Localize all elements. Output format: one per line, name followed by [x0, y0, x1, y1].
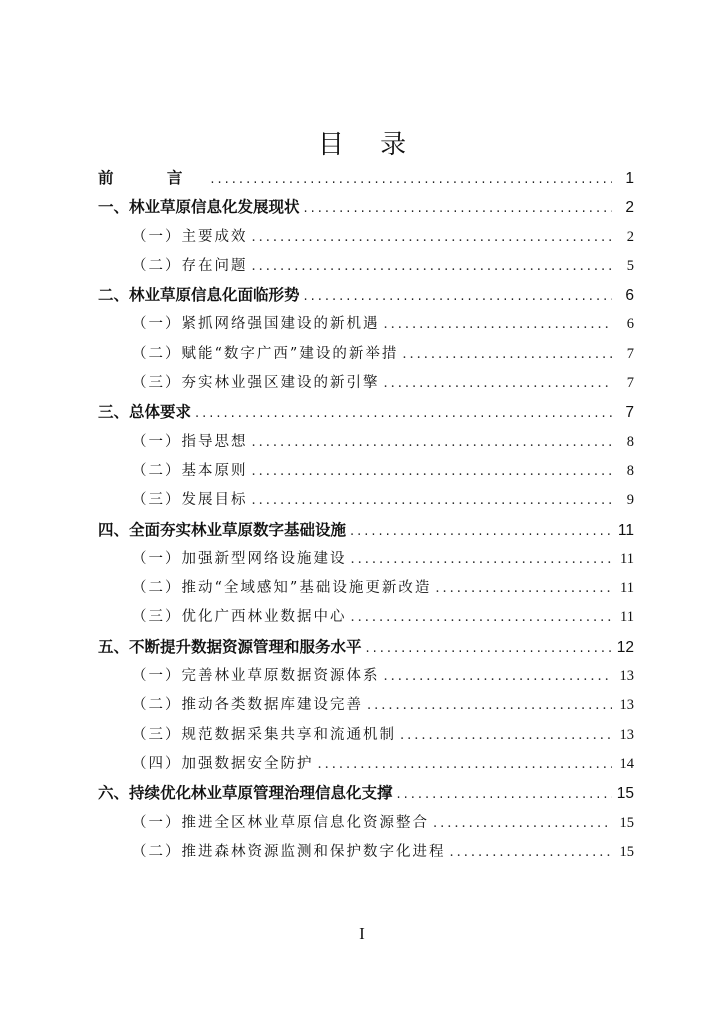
- toc-entry-section[interactable]: [98, 486, 634, 515]
- toc-entry-chapter[interactable]: [98, 633, 634, 662]
- toc-entry-page-number: 9: [626, 492, 634, 509]
- toc-entry-label: （一）加强新型网络设施建设: [132, 550, 347, 567]
- toc-entry-section[interactable]: [98, 310, 634, 339]
- toc-entry-chapter[interactable]: [98, 164, 634, 193]
- toc-entry-chapter[interactable]: [98, 779, 634, 808]
- toc-dot-leader: [397, 780, 612, 809]
- toc-entry-label: 三、总体要求: [98, 403, 192, 422]
- toc-entry-section[interactable]: [98, 574, 634, 603]
- toc-entry-label: 四、全面夯实林业草原数字基础设施: [98, 520, 347, 539]
- toc-dot-leader: [433, 809, 612, 838]
- toc-entry-section[interactable]: [98, 603, 634, 632]
- toc-dot-leader: [366, 634, 612, 663]
- toc-dot-leader: [318, 750, 613, 779]
- toc-entry-section[interactable]: [98, 691, 634, 720]
- table-of-contents: [98, 164, 634, 867]
- toc-entry-label: （一）完善林业草原数据资源体系: [132, 668, 380, 685]
- toc-entry-label: （一）紧抓网络强国建设的新机遇: [132, 316, 380, 333]
- toc-dot-leader: [350, 517, 612, 546]
- toc-entry-page-number: 13: [619, 726, 634, 743]
- toc-entry-page-number: 11: [620, 550, 634, 567]
- toc-entry-chapter[interactable]: [98, 398, 634, 427]
- toc-dot-leader: [252, 457, 613, 486]
- toc-entry-section[interactable]: [98, 721, 634, 750]
- toc-entry-page-number: 7: [625, 404, 634, 422]
- toc-entry-page-number: 7: [626, 345, 634, 362]
- toc-entry-page-number: 15: [619, 843, 634, 860]
- toc-dot-leader: [435, 574, 612, 603]
- toc-entry-section[interactable]: [98, 340, 634, 369]
- toc-dot-leader: [351, 545, 613, 574]
- toc-dot-leader: [252, 223, 613, 252]
- toc-entry-section[interactable]: [98, 809, 634, 838]
- toc-entry-label: （二）推动各类数据库建设完善: [132, 697, 363, 714]
- toc-dot-leader: [367, 691, 612, 720]
- toc-dot-leader: [304, 194, 612, 223]
- toc-entry-section[interactable]: [98, 750, 634, 779]
- toc-entry-section[interactable]: [98, 838, 634, 867]
- toc-entry-page-number: 11: [620, 580, 634, 597]
- toc-dot-leader: [210, 165, 612, 194]
- toc-entry-section[interactable]: [98, 252, 634, 281]
- toc-entry-page-number: 6: [625, 287, 634, 305]
- toc-entry-label: （三）发展目标: [132, 492, 248, 509]
- toc-entry-label: （二）存在问题: [132, 257, 248, 274]
- toc-entry-section[interactable]: [98, 662, 634, 691]
- toc-entry-chapter[interactable]: [98, 281, 634, 310]
- toc-entry-page-number: 8: [626, 433, 634, 450]
- toc-entry-label: （二）赋能“数字广西”建设的新举措: [132, 345, 399, 362]
- toc-entry-label: 五、不断提升数据资源管理和服务水平: [98, 637, 362, 656]
- toc-entry-label: （一）推进全区林业草原信息化资源整合: [132, 814, 429, 831]
- toc-dot-leader: [400, 721, 612, 750]
- toc-entry-label: 一、林业草原信息化发展现状: [98, 198, 300, 217]
- toc-dot-leader: [304, 282, 612, 311]
- toc-entry-chapter[interactable]: [98, 516, 634, 545]
- toc-entry-page-number: 2: [626, 228, 634, 245]
- toc-entry-label: （二）推进森林资源监测和保护数字化进程: [132, 843, 446, 860]
- toc-entry-label: （二）基本原则: [132, 462, 248, 479]
- toc-entry-page-number: 1: [625, 170, 634, 187]
- toc-entry-page-number: 13: [619, 697, 634, 714]
- toc-entry-page-number: 6: [626, 316, 634, 333]
- toc-entry-label: （一）指导思想: [132, 433, 248, 450]
- toc-entry-section[interactable]: [98, 223, 634, 252]
- toc-entry-section[interactable]: [98, 545, 634, 574]
- toc-entry-page-number: 8: [626, 462, 634, 479]
- toc-entry-chapter[interactable]: [98, 193, 634, 222]
- toc-entry-label: （三）规范数据采集共享和流通机制: [132, 726, 396, 743]
- toc-dot-leader: [402, 340, 612, 369]
- toc-entry-label: （四）加强数据安全防护: [132, 755, 314, 772]
- toc-entry-section[interactable]: [98, 428, 634, 457]
- toc-dot-leader: [384, 662, 613, 691]
- toc-entry-label: （一）主要成效: [132, 228, 248, 245]
- toc-entry-label: （二）推动“全域感知”基础设施更新改造: [132, 580, 432, 597]
- toc-dot-leader: [252, 252, 613, 281]
- toc-dot-leader: [450, 838, 613, 867]
- toc-entry-page-number: 11: [620, 609, 634, 626]
- toc-title: 目 录: [317, 130, 421, 160]
- toc-dot-leader: [384, 310, 613, 339]
- toc-dot-leader: [351, 603, 613, 632]
- toc-entry-section[interactable]: [98, 457, 634, 486]
- toc-dot-leader: [252, 428, 613, 457]
- toc-entry-label: 二、林业草原信息化面临形势: [98, 286, 300, 305]
- toc-entry-page-number: 13: [619, 668, 634, 685]
- toc-entry-section[interactable]: [98, 369, 634, 398]
- toc-entry-page-number: 15: [619, 814, 634, 831]
- toc-entry-label: （三）优化广西林业数据中心: [132, 609, 347, 626]
- toc-entry-page-number: 7: [626, 375, 634, 392]
- footer-page-number: I: [359, 924, 365, 943]
- toc-entry-page-number: 12: [616, 638, 634, 656]
- toc-entry-label: （三）夯实林业强区建设的新引擎: [132, 375, 380, 392]
- toc-entry-label: 六、持续优化林业草原管理治理信息化支撑: [98, 784, 393, 803]
- toc-entry-page-number: 11: [617, 521, 634, 539]
- toc-entry-page-number: 15: [616, 785, 634, 803]
- toc-entry-label: 前 言: [98, 169, 207, 187]
- toc-entry-page-number: 2: [625, 199, 634, 217]
- toc-dot-leader: [195, 399, 612, 428]
- toc-dot-leader: [384, 369, 613, 398]
- toc-entry-page-number: 5: [626, 257, 634, 274]
- toc-dot-leader: [252, 486, 613, 515]
- toc-entry-page-number: 14: [619, 755, 634, 772]
